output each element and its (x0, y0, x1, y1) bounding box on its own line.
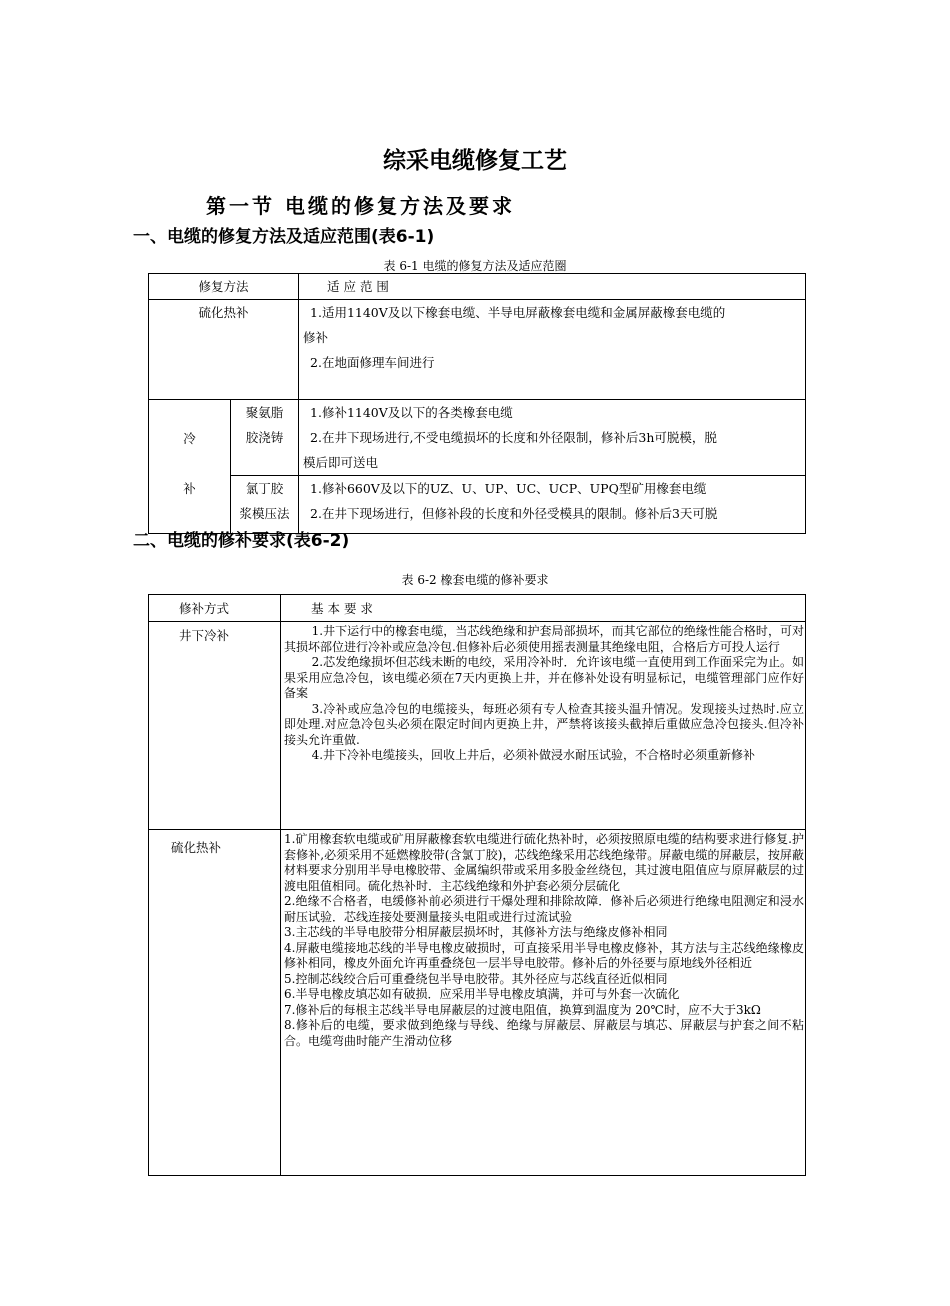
method-polyurethane-casting (231, 400, 299, 476)
table2-header-mode: 修补方式 (149, 595, 281, 622)
table1-row-hot (149, 300, 806, 400)
scope-line: 模后即可送电 (303, 455, 379, 470)
requirement-item: 1.矿用橡套软电缆或矿用屏蔽橡套软电缆进行硫化热补时，必须按照原电缆的结构要求进行修复.护套修补,必须采用不延燃橡胶带(含氯丁胶)，芯线绝缘采用芯线绝缘带。屏蔽电缆的屏蔽层，按屏蔽材料要求分别用半导电橡胶带、金属编织带或采用多股金丝绕包，其过渡电阻值应与原屏蔽层的过渡电阻值相同。硫化热补时．主芯线绝缘和外护套必须分层硫化 (284, 832, 804, 893)
document-title: 综采电缆修复工艺 (383, 148, 567, 174)
table2-header-requirements: 基 本 要 求 (281, 595, 806, 622)
cold-label-bottom: 补 (183, 481, 196, 496)
requirement-item: 2.芯发绝缘损坏但芯线未断的电绞，采用冷补时．允许该电缆一直使用到工作面采完为止。如果采用应急冷包，该电缆必须在7天内更换上井，并在修补处设有明显标记，电缆管理部门应作好备案 (284, 655, 804, 700)
requirement-item: 3.主芯线的半导电胶带分相屏蔽层损坏时，其修补方法与绝缘皮修补相同 (284, 925, 668, 939)
method-line: 氯丁胶 (245, 481, 284, 496)
scope-line: 1.适用1140V及以下橡套电缆、半导电屏蔽橡套电缆和金属屏蔽橡套电缆的 (310, 305, 726, 320)
heading-repair-methods: 一、电缆的修复方法及适应范围(表6-1) (133, 227, 435, 247)
scope-hot-vulcanize (299, 300, 806, 400)
method-cold-repair (149, 400, 231, 534)
cold-label-top: 冷 (183, 431, 196, 446)
table2-row-underground-cold (149, 622, 806, 830)
heading-repair-requirements: 二、电缆的修补要求(表6-2) (133, 531, 350, 551)
method-line: 聚氨脂 (245, 405, 284, 420)
table2-row-vulcanize (149, 830, 806, 1176)
requirement-item: 8.修补后的电缆，要求做到绝缘与导线、绝缘与屏蔽层、屏蔽层与填芯、屏蔽层与护套之间不粘合。电缆弯曲时能产生滑动位移 (284, 1018, 804, 1048)
section-title: 第一节 电缆的修复方法及要求 (206, 194, 515, 218)
table1-header-method: 修复方法 (149, 274, 299, 300)
table1-row-chloroprene (149, 476, 806, 534)
scope-line: 2.在井下现场进行，但修补段的长度和外径受模具的限制。修补后3天可脱 (310, 506, 718, 521)
table1-header-row (149, 274, 806, 300)
method-line: 浆模压法 (239, 506, 290, 521)
requirement-item: 1.井下运行中的橡套电缆，当芯线绝缘和护套局部损坏，而其它部位的绝缘性能合格时，可对其损坏部位进行冷补或应急冷包.但修补后必须使用摇表测量其绝缘电阻，合格后方可投人运行 (284, 624, 804, 654)
scope-line: 2.在井下现场进行,不受电缆损坏的长度和外径限制，修补后3h可脱模，脱 (310, 430, 717, 445)
table1-caption: 表 6-1 电缆的修复方法及适应范圈 (383, 259, 567, 273)
table1-row-polyurethane (149, 400, 806, 476)
scope-line: 修补 (303, 330, 329, 345)
requirement-item: 6.半导电橡皮填芯如有破损．应采用半导电橡皮填满，并可与外套一次硫化 (284, 987, 680, 1001)
requirement-item: 7.修补后的每根主芯线半导电屏蔽层的过渡电阻值，换算到温度为 20℃时，应不大于3kΩ (284, 1002, 761, 1017)
requirement-item: 4.屏蔽电缆接地芯线的半导电橡皮破损时，可直接采用半导电橡皮修补，其方法与主芯线绝缘橡皮修补相同，橡皮外面允许再重叠绕包一层半导电胶带。修补后的外径要与原地线外径相近 (284, 940, 804, 970)
method-hot-vulcanize: 硫化热补 (149, 300, 299, 400)
mode-hot-vulcanize: 硫化热补 (149, 830, 281, 1176)
scope-polyurethane-casting (299, 400, 806, 476)
method-line: 胶浇铸 (245, 430, 284, 445)
requirement-item: 3.冷补或应急冷包的电缆接头，每班必须有专人检查其接头温升情况。发现接头过热时.应立即处理.对应急冷包头必须在限定时间内更换上井，严禁将该接头截掉后重做应急冷包接头.但冷补接头允许重做. (284, 701, 804, 747)
scope-line: 1.修补660V及以下的UZ、U、UP、UC、UCP、UPQ型矿用橡套电缆 (310, 481, 707, 496)
repair-requirements-table (148, 594, 806, 1176)
requirement-item: 2.绝缘不合格者，电缓修补前必须进行干爆处理和排除故障．修补后必须进行绝缘电阻测定和浸水耐压试验．芯线连接处要测量接头电阻或进行过流试验 (284, 894, 804, 924)
repair-methods-table (148, 273, 806, 534)
method-chloroprene-mold (231, 476, 299, 534)
scope-line: 1.修补1140V及以下的各类橡套电缆 (310, 405, 513, 420)
requirements-underground-cold (281, 622, 806, 830)
table2-header-row (149, 595, 806, 622)
table1-header-scope: 适 应 范 围 (299, 274, 806, 300)
requirement-item: 5.控制芯线绞合后可重叠绕包半导电胶带。其外径应与芯线直径近似相同 (284, 971, 668, 986)
table2-caption: 表 6-2 橡套电缆的修补要求 (401, 573, 549, 587)
requirements-hot-vulcanize (281, 830, 806, 1176)
scope-chloroprene-mold (299, 476, 806, 534)
scope-line: 2.在地面修理车间进行 (310, 355, 435, 370)
mode-underground-cold: 井下冷补 (149, 622, 281, 830)
requirement-item: 4.井下冷补电缆接头，回收上井后，必须补做浸水耐压试验，不合格时必须重新修补 (311, 748, 756, 762)
